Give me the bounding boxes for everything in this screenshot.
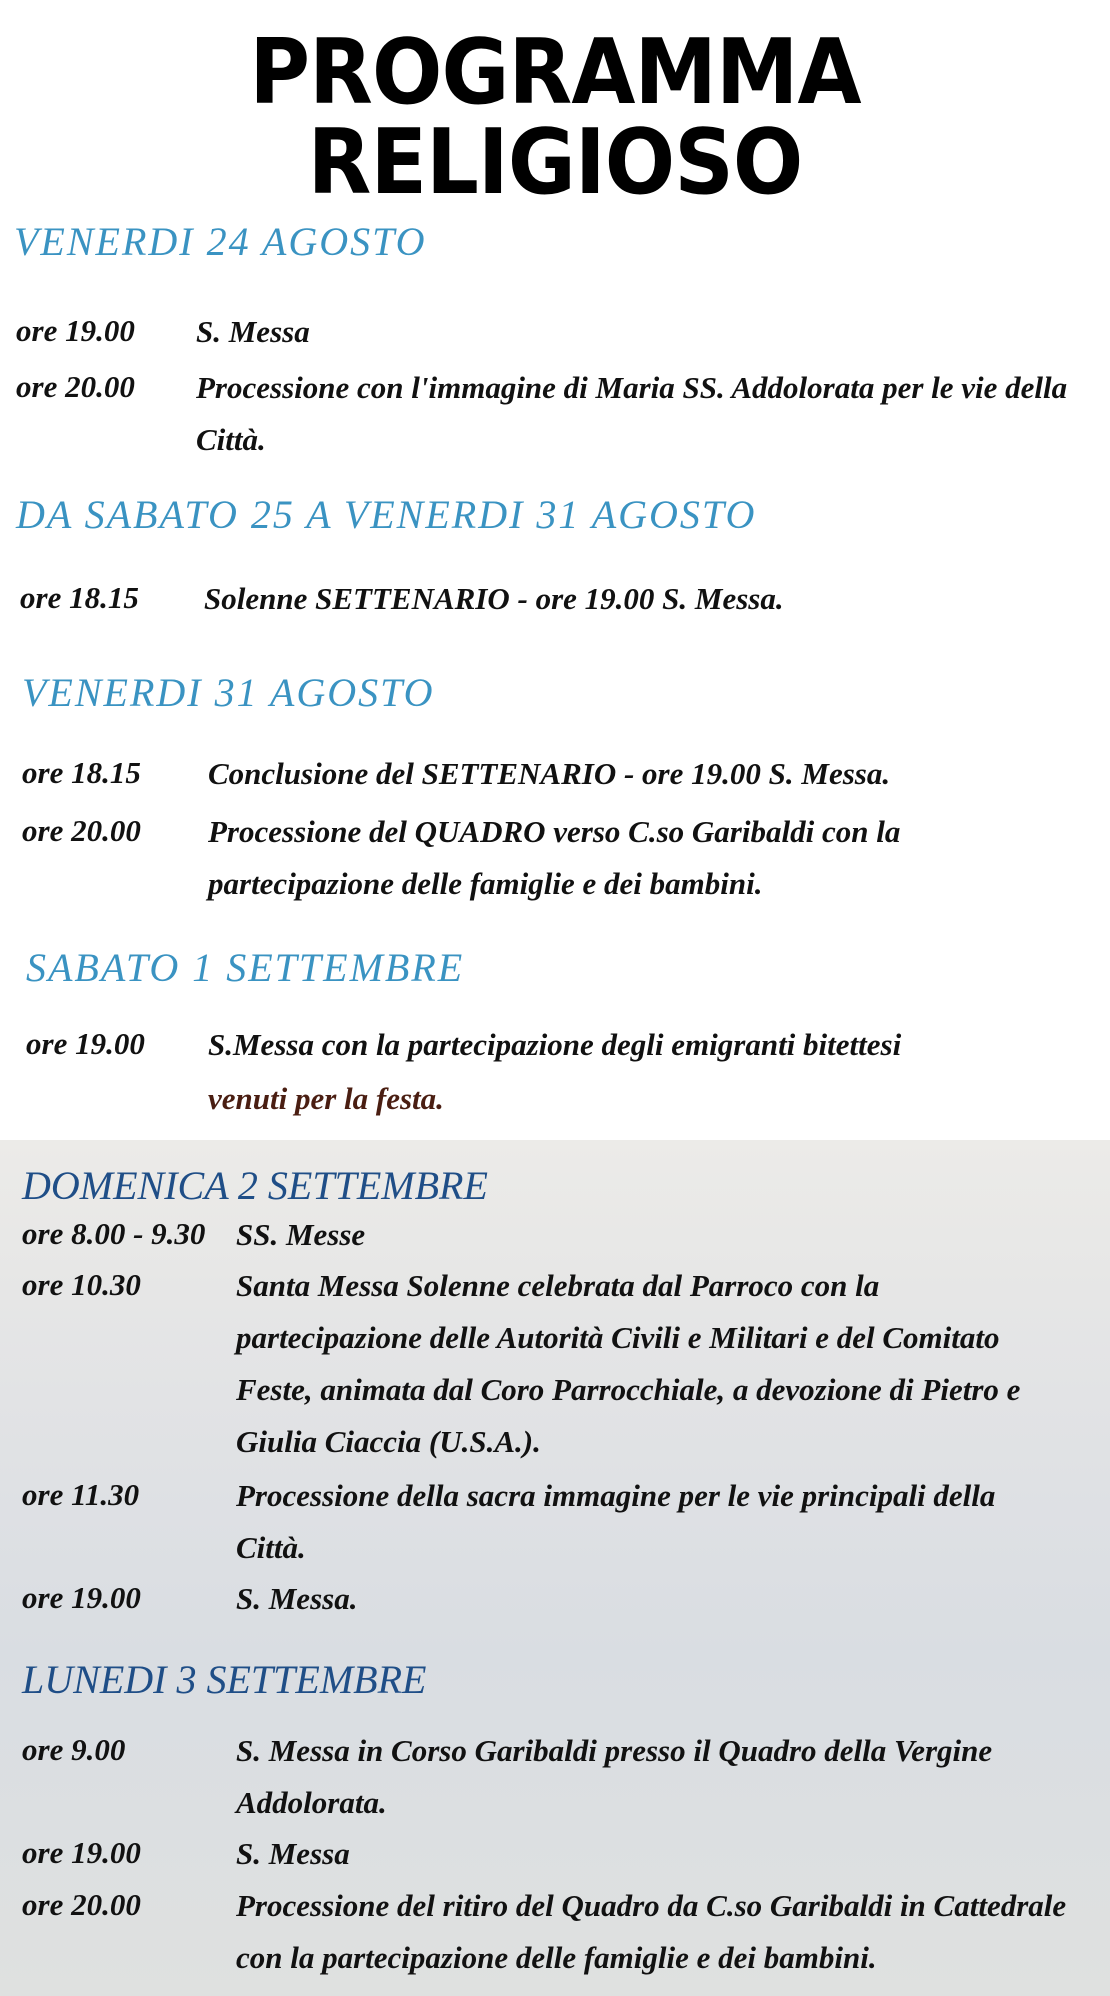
entry-time: ore 10.30 bbox=[22, 1267, 141, 1302]
entry-text: Solenne SETTENARIO - ore 19.00 S. Messa. bbox=[204, 581, 784, 616]
entry-time: ore 18.15 bbox=[22, 755, 141, 790]
section-sabato-25 bbox=[0, 492, 1110, 537]
entry-text: Conclusione del SETTENARIO - ore 19.00 S. Messa. bbox=[208, 756, 891, 791]
section-heading: DOMENICA 2 SETTEMBRE bbox=[22, 1163, 488, 1208]
entry-time: ore 8.00 - 9.30 bbox=[22, 1216, 206, 1251]
section-heading: SABATO 1 SETTEMBRE bbox=[26, 945, 465, 990]
entry-time: ore 11.30 bbox=[22, 1477, 140, 1512]
entry-text: Processione del QUADRO verso C.so Garibaldi con la partecipazione delle famiglie e dei bambini. bbox=[208, 814, 901, 901]
entry-text: SS. Messe bbox=[236, 1217, 366, 1252]
entry-text: S. Messa. bbox=[236, 1581, 358, 1616]
section-heading: VENERDI 31 AGOSTO bbox=[22, 670, 435, 715]
entry-text: S. Messa bbox=[196, 314, 310, 349]
section-venerdi-24 bbox=[0, 219, 1110, 264]
entry-text: Processione del ritiro del Quadro da C.so Garibaldi in Cattedrale con la partecipazione delle famiglie e dei bambini. bbox=[236, 1888, 1067, 1975]
page-title: PROGRAMMA RELIGIOSO bbox=[249, 20, 861, 215]
section-heading: LUNEDI 3 SETTEMBRE bbox=[22, 1657, 427, 1702]
section-sabato-1 bbox=[0, 945, 1110, 990]
entry-text: Processione della sacra immagine per le vie principali della Città. bbox=[236, 1478, 996, 1565]
entry-text: Processione con l'immagine di Maria SS. Addolorata per le vie della Città. bbox=[196, 370, 1068, 457]
entry-time: ore 19.00 bbox=[26, 1026, 145, 1061]
entry-text: S. Messa bbox=[236, 1836, 350, 1871]
entry-time: ore 20.00 bbox=[22, 813, 141, 848]
entry-text-continued: venuti per la festa. bbox=[208, 1081, 444, 1116]
entry-time: ore 19.00 bbox=[16, 313, 135, 348]
entry-time: ore 18.15 bbox=[20, 580, 139, 615]
section-lunedi-3 bbox=[0, 1657, 1110, 1702]
entry-text: Santa Messa Solenne celebrata dal Parroco con la partecipazione delle Autorità Civili e Militari e del Comitato Feste, animata dal Coro Parrocchiale, a devozione di Pietro e Giulia Ciaccia (U.S.A.). bbox=[236, 1268, 1021, 1459]
section-heading: DA SABATO 25 A VENERDI 31 AGOSTO bbox=[16, 492, 757, 537]
entry-time: ore 20.00 bbox=[16, 369, 135, 404]
entry-time: ore 19.00 bbox=[22, 1835, 141, 1870]
entry-text: S.Messa con la partecipazione degli emigranti bitettesi bbox=[208, 1027, 902, 1062]
entry-time: ore 19.00 bbox=[22, 1580, 141, 1615]
entry-time: ore 20.00 bbox=[22, 1887, 141, 1922]
section-venerdi-31 bbox=[0, 670, 1110, 715]
entry-text: S. Messa in Corso Garibaldi presso il Quadro della Vergine Addolorata. bbox=[236, 1733, 993, 1820]
entry-time: ore 9.00 bbox=[22, 1732, 126, 1767]
section-domenica-2 bbox=[0, 1163, 1110, 1208]
section-heading: VENERDI 24 AGOSTO bbox=[14, 219, 427, 264]
